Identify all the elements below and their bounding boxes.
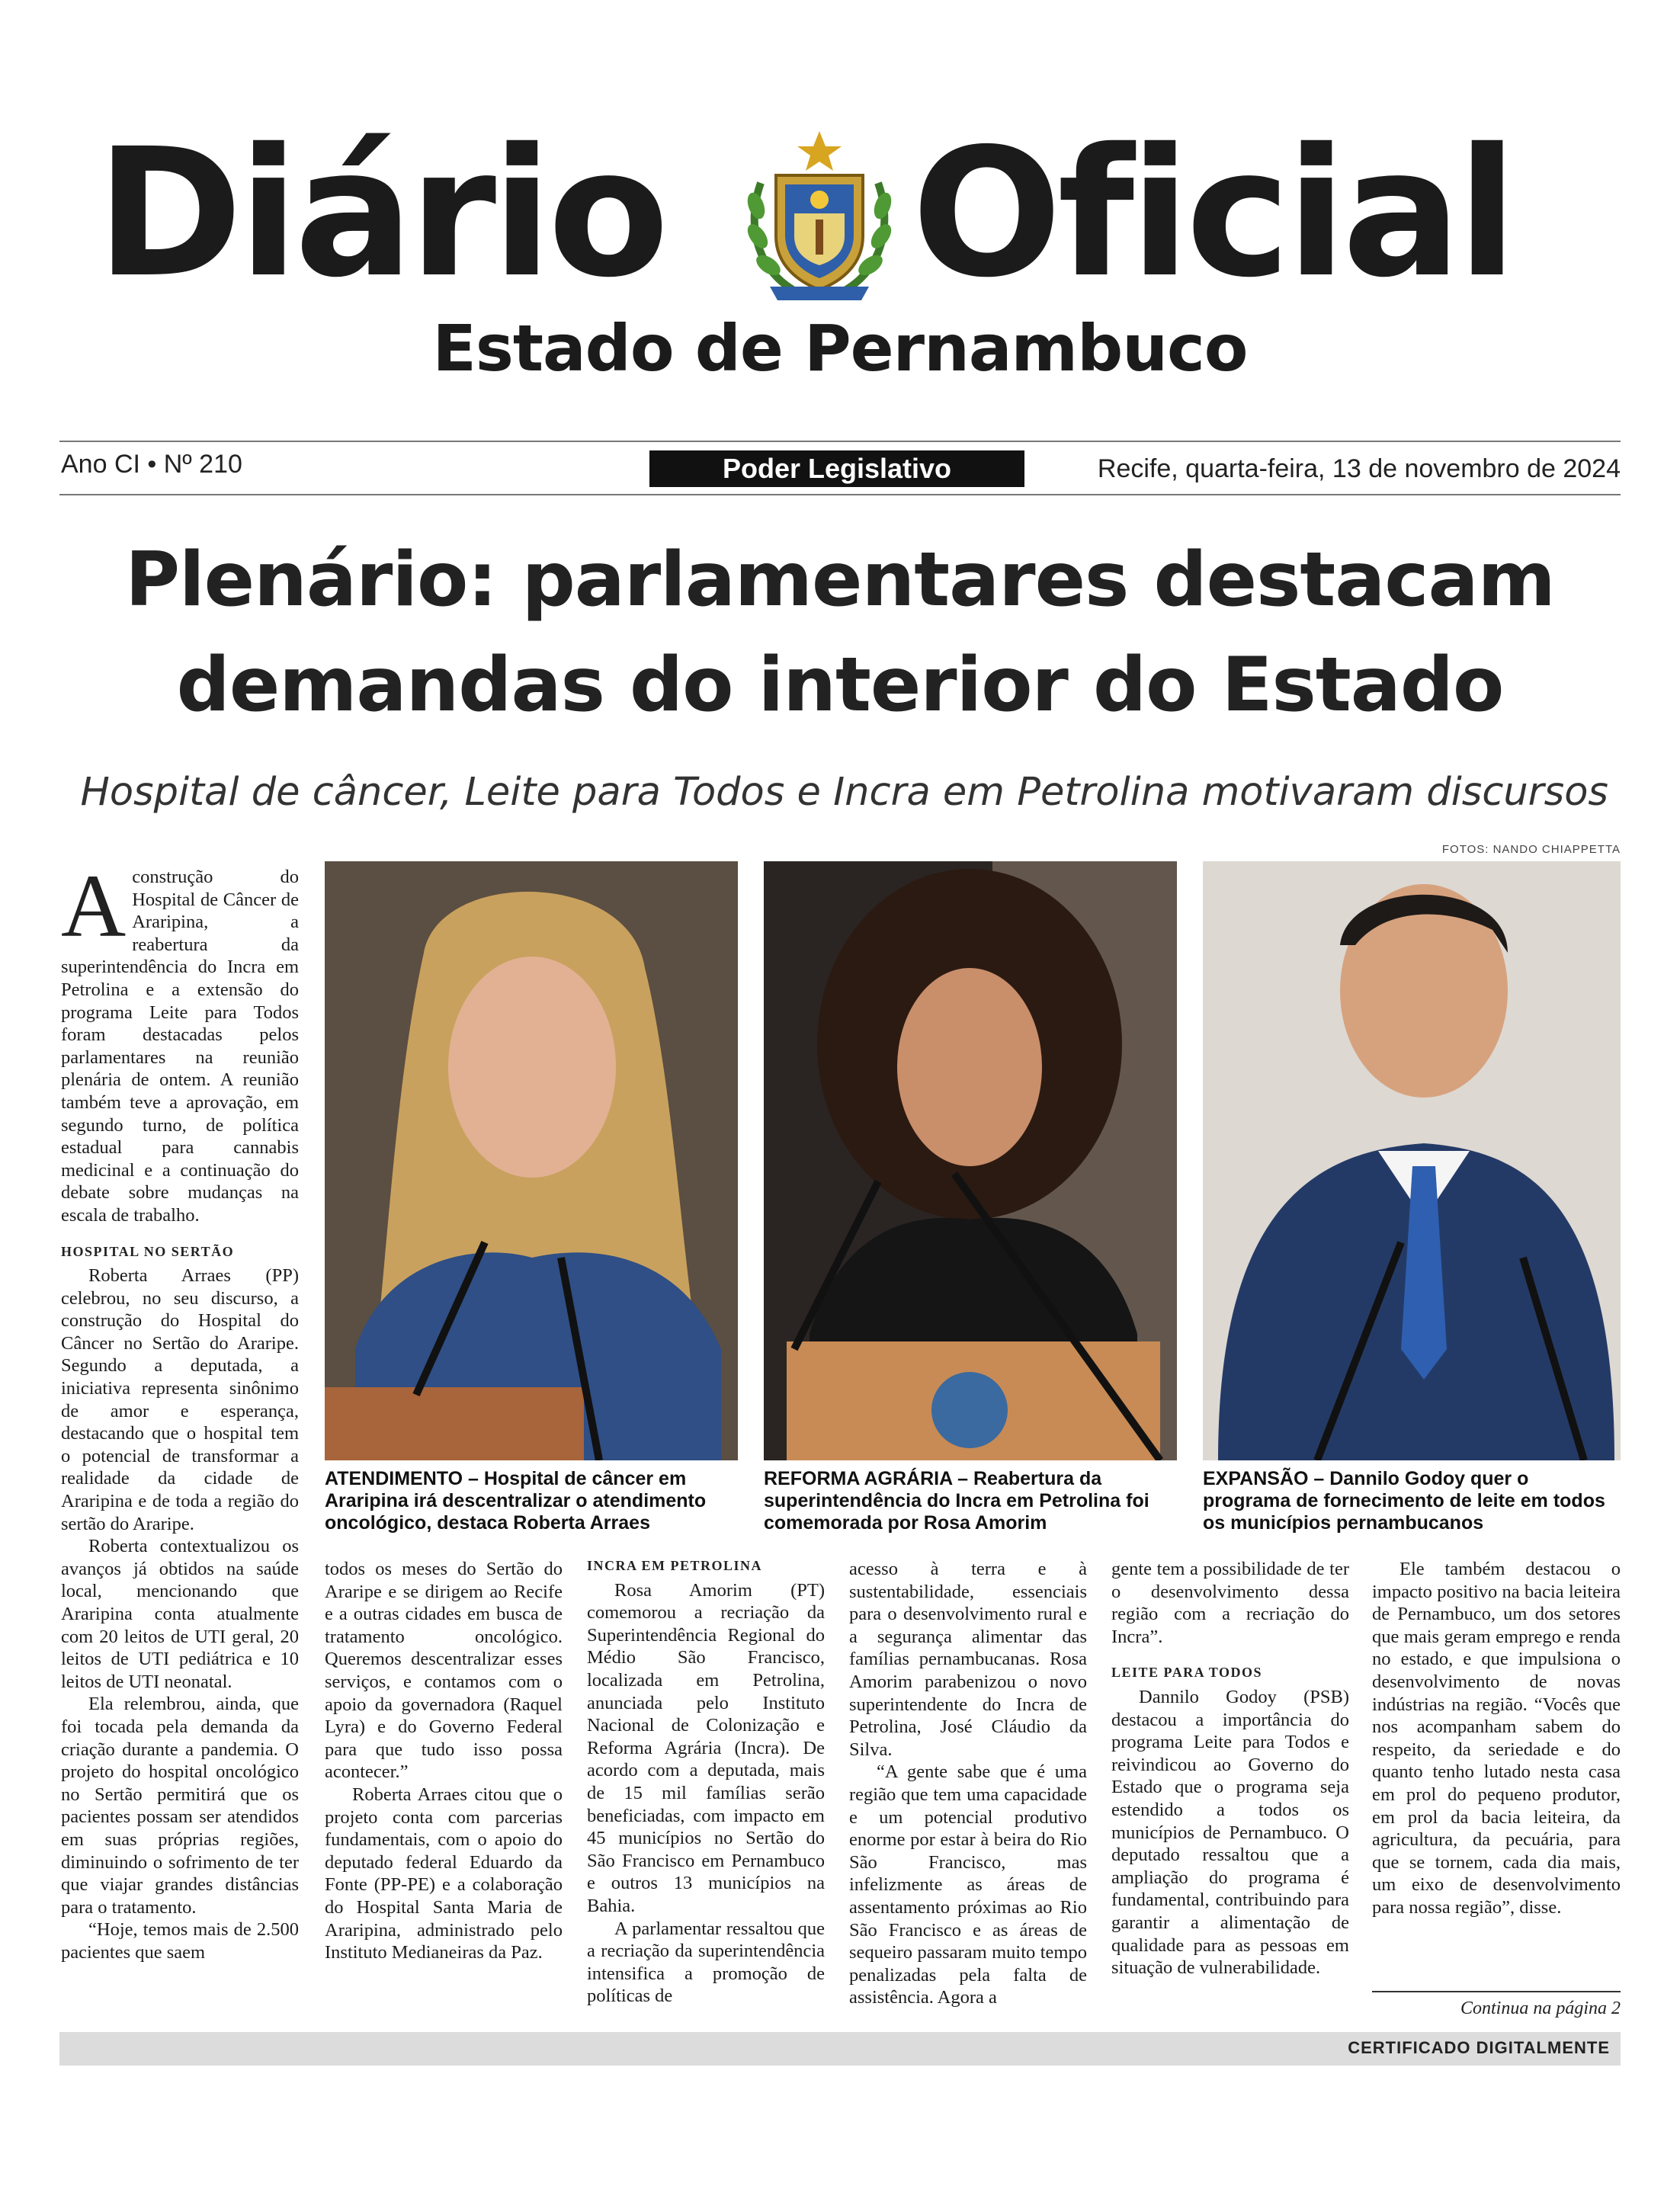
paragraph: Rosa Amorim (PT) comemorou a recriação da Superintendência Regional do Médio São Francisco, localizada em Petrolina, anunciada pelo Instituto Nacional de Colonização e Reforma Agrária (Incra). De acordo com a deputada, mais de 15 mil famílias serão beneficiadas, com impacto em 45 municípios no Sertão do São Francisco em Pernambuco e outros 13 municípios na Bahia. [587,1579,825,1916]
paragraph: acesso à terra e à sustentabilidade, essenciais para o desenvolvimento rural e a segurança alimentar das famílias pernambucanas. Rosa Amorim parabenizou o novo superintendente do Incra de Petrolina, José Cláudio da Silva. [849,1559,1087,1760]
portrait-image [1203,861,1621,1460]
footer-bar [59,2032,1621,2066]
headline [0,527,1680,738]
subheading-leite: LEITE PARA TODOS [1111,1665,1263,1681]
dateline: Recife, quarta-feira, 13 de novembro de 2024 [1097,454,1621,483]
paragraph: A parlamentar ressaltou que a recriação da superintendência intensifica a promoção de políticas de [587,1918,825,2007]
paragraph: Ele também destacou o impacto positivo na bacia leiteira de Pernambuco, um dos setores que mais geram emprego e renda no estado, e que impulsiona o desenvolvimento de novas indústrias na região. “Vocês que nos acompanham sabem do respeito, da seriedade e do quanto tenho lutado nesta casa em prol do pequeno produtor, em prol da bacia leiteira, da agricultura, da pecuária, para que se tornem, cada dia mais, um eixo de desenvolvimento para nossa região”, disse. [1372,1559,1621,1918]
issue-number: Ano CI • Nº 210 [61,450,242,479]
continua-link[interactable]: Continua na página 2 [1460,1998,1621,2018]
article-column-1 [61,856,299,1964]
paragraph: Dannilo Godoy (PSB) destacou a importância do programa Leite para Todos e reivindicou ao Governo do Estado que o programa seja estendido a todos os municípios de Pernambuco. O deputado ressaltou que a ampliação do programa é fundamental, contribuindo para garantir a alimentação de qualidade para as pessoas em situação de vulnerabilidade. [1111,1686,1349,1979]
article-column-5 [1111,1558,1349,1979]
paragraph: Roberta Arraes citou que o projeto conta com parcerias fundamentais, com o apoio do deputado federal Eduardo da Fonte (PP-PE) e a colaboração do Hospital Santa Maria de Araripina, administrado pelo Instituto Medianeiras da Paz. [325,1784,563,1963]
portrait-image [325,861,738,1460]
photo-caption-3: EXPANSÃO – Dannilo Godoy quer o programa de fornecimento de leite em todos os municípios pernambucanos [1203,1468,1605,1534]
subheading-incra: INCRA EM PETROLINA [587,1558,763,1573]
subheading-hospital: HOSPITAL NO SERTÃO [61,1243,235,1259]
headline-line-2: demandas do interior do Estado [176,642,1504,729]
section-tag: Poder Legislativo [649,450,1024,487]
top-rule [59,441,1621,442]
pernambuco-coat-of-arms-icon [739,130,899,305]
continua-rule [1372,1991,1621,1992]
bottom-rule [59,494,1621,495]
masthead-title-right: Oficial [912,111,1513,316]
photo-roberta-arraes [325,861,738,1460]
paragraph: “A gente sabe que é uma região que tem uma capacidade e um potencial produtivo enorme por estar à beira do Rio São Francisco, mas infelizmente as áreas de assentamento próximas ao Rio São Francisco e as áreas de sequeiro passaram muito tempo penalizadas pela falta de assistência. Agora a [849,1761,1087,2008]
photo-credit: FOTOS: NANDO CHIAPPETTA [1441,843,1621,856]
article-column-2 [325,1558,563,1964]
masthead-title-left: Diário [96,111,665,316]
portrait-image [764,861,1177,1460]
masthead-subtitle: Estado de Pernambuco [432,311,1248,386]
article-column-3 [587,1555,825,2008]
photo-rosa-amorim [764,861,1177,1460]
lead-paragraph [61,856,299,1227]
article-column-4 [849,1558,1087,2009]
dropcap: A [61,856,127,956]
paragraph: Roberta Arraes (PP) celebrou, no seu discurso, a construção do Hospital do Câncer no Sertão do Araripe. Segundo a deputada, a iniciativa representa sinônimo de amor e esperança, destacando que o hospital tem o potencial de transformar a realidade da cidade de Araripina e de toda a região do sertão do Araripe. [61,1265,299,1534]
photo-dannilo-godoy [1203,861,1621,1460]
masthead [0,111,1680,316]
paragraph: Ela relembrou, ainda, que foi tocada pela demanda da criação durante a pandemia. O projeto do hospital oncológico no Sertão permitirá que os pacientes possam ser atendidos em suas próprias regiões, diminuindo o sofrimento de ter que viajar grandes distâncias para o tratamento. [61,1694,299,1918]
photo-caption-2: REFORMA AGRÁRIA – Reabertura da superintendência do Incra em Petrolina foi comemorada por Rosa Amorim [764,1468,1149,1534]
article-column-6 [1372,1558,1621,1919]
paragraph: gente tem a possibilidade de ter o desenvolvimento dessa região com a recriação do Incra”. [1111,1559,1349,1647]
photo-caption-1: ATENDIMENTO – Hospital de câncer em Araripina irá descentralizar o atendimento oncológico, destaca Roberta Arraes [325,1468,707,1534]
certified-label: CERTIFICADO DIGITALMENTE [1348,2038,1610,2057]
paragraph: “Hoje, temos mais de 2.500 pacientes que saem [61,1919,299,1963]
paragraph: Roberta contextualizou os avanços já obtidos na saúde local, mencionando que Araripina conta atualmente com 20 leitos de UTI geral, 20 leitos de UTI pediátrica e 10 leitos de UTI neonatal. [61,1536,299,1692]
subhead: Hospital de câncer, Leite para Todos e Incra em Petrolina motivaram discursos [80,770,1608,815]
paragraph: todos os meses do Sertão do Araripe e se dirigem ao Recife e a outras cidades em busca de tratamento oncológico. Queremos descentralizar esses serviços, e contamos com o apoio da governadora (Raquel Lyra) e do Governo Federal para que tudo isso possa acontecer.” [325,1559,563,1783]
lead-text: construção do Hospital de Câncer de Araripina, a reabertura da superintendência do Incra em Petrolina e a extensão do programa Leite para Todos foram destacadas pelos parlamentares na reunião plenária de ontem. A reunião também teve a aprovação, em segundo turno, de política estadual para cannabis medicinal e a continuação do debate sobre mudanças na escala de trabalho. [61,867,299,1226]
headline-line-1: Plenário: parlamentares destacam [125,537,1555,623]
